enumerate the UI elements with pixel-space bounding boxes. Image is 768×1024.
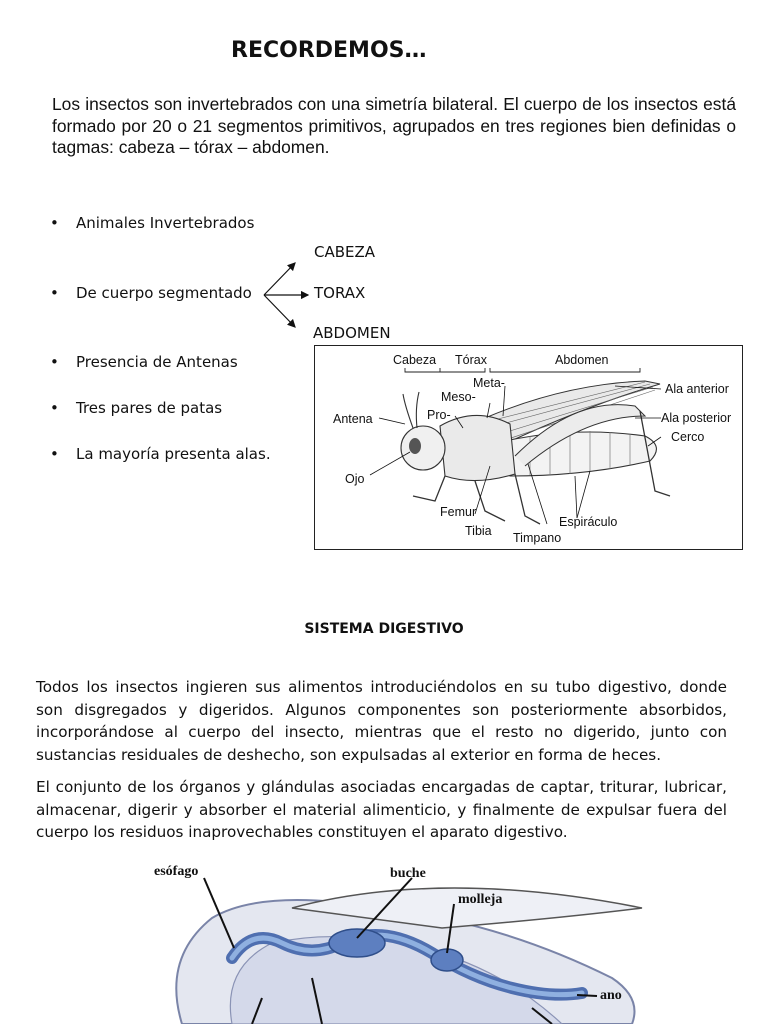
bracket-head [405,368,485,372]
region-abdomen-label: ABDOMEN [313,324,391,342]
digestive-system-figure [142,848,660,1024]
label-cerco: Cerco [671,430,705,444]
antenna-right [416,392,419,428]
label-torax: Tórax [455,353,487,367]
label-cabeza: Cabeza [393,353,437,367]
label-pro: Pro- [427,408,451,422]
label-molleja: molleja [458,892,503,907]
bracket-abdomen [490,368,640,372]
region-thorax-label: TORAX [314,284,366,302]
label-ojo: Ojo [345,472,365,486]
arrow-head-line [264,263,295,295]
list-item-label: Tres pares de patas [76,399,223,417]
list-item-label: Animales Invertebrados [76,214,255,232]
bullet-icon: • [50,214,59,232]
eye-shape [409,438,421,454]
label-antena: Antena [333,412,373,426]
digestive-paragraph-2: El conjunto de los órganos y glándulas asociadas encargadas de captar, triturar, lubricar, almacenar, digerir y absorber el material alimenticio, y finalmente de expulsar fuera del cuerpo los residuos inaprovechables constituyen el aparato digestivo. [36,778,727,841]
grasshopper-diagram [315,346,742,549]
bullet-icon: • [50,284,59,302]
list-item [50,284,252,302]
list-item [50,353,238,371]
arrow-abdomen-line [264,295,295,327]
label-espiraculo: Espiráculo [559,515,618,529]
digestive-paragraph-1: Todos los insectos ingieren sus alimentos introduciéndolos en su tubo digestivo, donde son disgregados y digeridos. Algunos componentes son posteriormente absorbidos, incorporándose al cuerpo del insecto, mientras que el resto no digerido, junto con sustancias residuales de deshecho, son expulsadas al exterior en forma de heces. [36,678,727,764]
section-title: SISTEMA DIGESTIVO [304,621,464,637]
label-abdomen: Abdomen [555,353,609,367]
insect-anatomy-figure [314,345,743,550]
list-item-label: Presencia de Antenas [76,353,238,371]
label-esofago: esófago [154,864,199,879]
label-ano: ano [600,988,622,1003]
label-meta: Meta- [473,376,505,390]
list-item [50,214,254,232]
label-ala-posterior: Ala posterior [661,411,732,425]
intro-paragraph: Los insectos son invertebrados con una simetría bilateral. El cuerpo de los insectos está formado por 20 o 21 segmentos primitivos, agrupados en tres regiones bien definidas o tagmas: cabeza – tórax – abdomen. [52,94,736,157]
label-ala-anterior: Ala anterior [665,382,729,396]
bullet-icon: • [50,399,59,417]
label-timpano: Timpano [513,531,562,545]
list-item [50,399,222,417]
label-meso: Meso- [441,390,476,404]
list-item-label: De cuerpo segmentado [76,284,252,302]
head-shape [401,426,445,470]
list-item [50,445,271,463]
region-head-label: CABEZA [314,243,376,261]
page-title: RECORDEMOS… [231,38,427,63]
label-buche: buche [390,866,426,881]
antenna-left [403,394,413,428]
label-femur: Femur [440,505,477,519]
crop-shape [329,929,385,957]
region-arrows [258,258,318,338]
label-tibia: Tibia [465,524,492,538]
bullet-icon: • [50,353,59,371]
thorax-shape [440,415,515,480]
list-item-label: La mayoría presenta alas. [76,445,271,463]
bullet-icon: • [50,445,59,463]
